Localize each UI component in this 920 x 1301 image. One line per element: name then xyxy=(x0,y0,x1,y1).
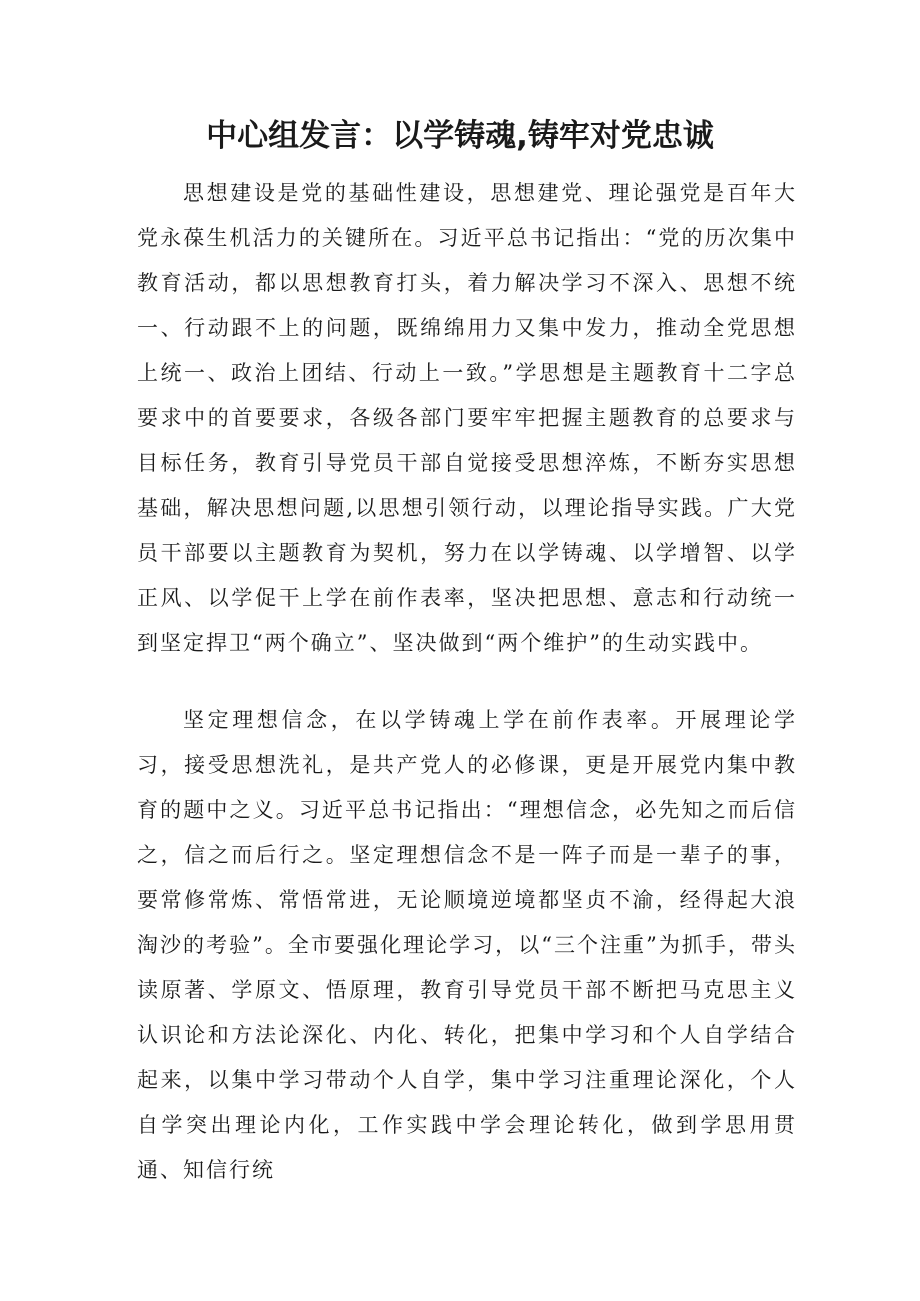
paragraph-2: 坚定理想信念，在以学铸魂上学在前作表率。开展理论学习，接受思想洗礼，是共产党人的必修课，更是开展党内集中教育的题中之义。习近平总书记指出：“理想信念，必先知之而后信之，信之而后行之。坚定理想信念不是一阵子而是一辈子的事，要常修常炼、常悟常进，无论顺境逆境都坚贞不渝，经得起大浪淘沙的考验”。全市要强化理论学习，以“三个注重”为抓手，带头读原著、学原文、悟原理，教育引导党员干部不断把马克思主义认识论和方法论深化、内化、转化，把集中学习和个人自学结合起来，以集中学习带动个人自学，集中学习注重理论深化，个人自学突出理论内化，工作实践中学会理论转化，做到学思用贯通、知信行统 xyxy=(137,708,797,1182)
document-title: 中心组发言：以学铸魂,铸牢对党忠诚 xyxy=(206,118,714,154)
paragraph-1: 思想建设是党的基础性建设，思想建党、理论强党是百年大党永葆生机活力的关键所在。习近平总书记指出：“党的历次集中教育活动，都以思想教育打头，着力解决学习不深入、思想不统一、行动跟不上的问题，既绵绵用力又集中发力，推动全党思想上统一、政治上团结、行动上一致。”学思想是主题教育十二字总要求中的首要要求，各级各部门要牢牢把握主题教育的总要求与目标任务，教育引导党员干部自觉接受思想淬炼，不断夯实思想基础，解决思想问题,以思想引领行动，以理论指导实践。广大党员干部要以主题教育为契机，努力在以学铸魂、以学增智、以学正风、以学促干上学在前作表率，坚决把思想、意志和行动统一到坚定捍卫“两个确立”、坚决做到“两个维护”的生动实践中。 xyxy=(137,181,797,655)
